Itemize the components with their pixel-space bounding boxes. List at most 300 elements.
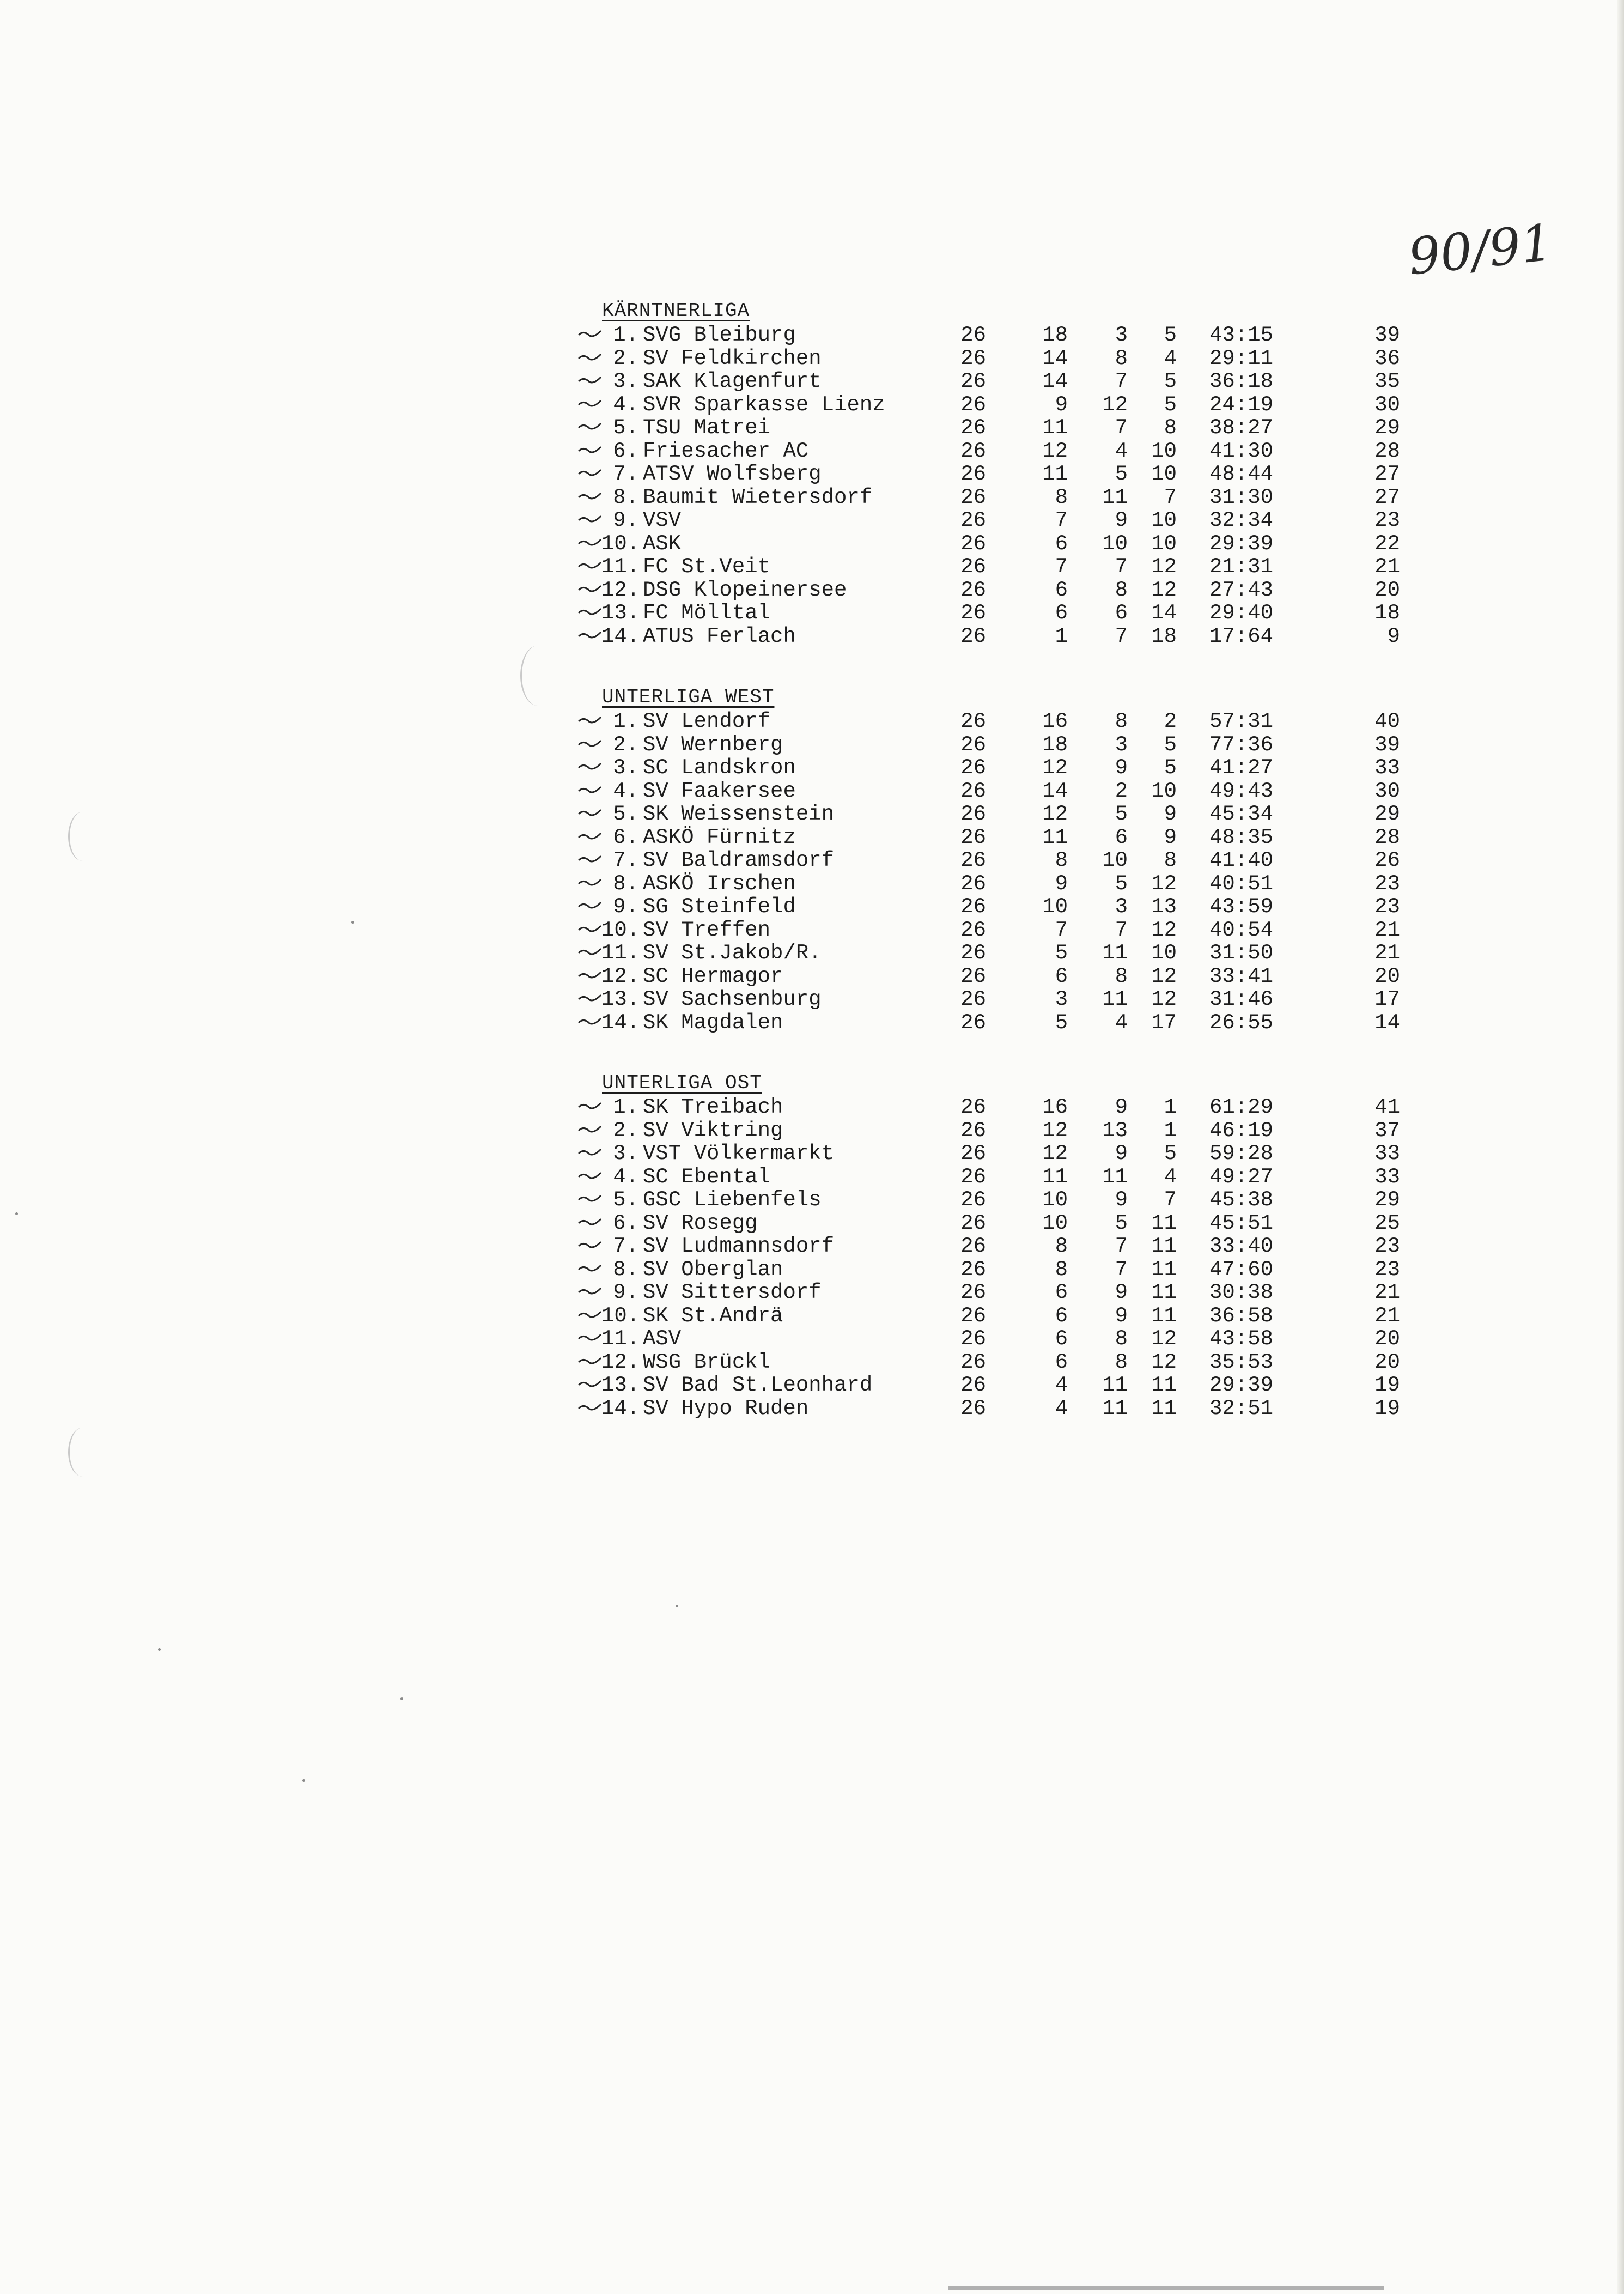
losses: 11 xyxy=(1151,1303,1177,1328)
rank-number: 14. xyxy=(601,1010,640,1035)
points: 33 xyxy=(1374,756,1400,780)
points: 17 xyxy=(1374,987,1400,1011)
goal-ratio: 45:34 xyxy=(1209,802,1274,826)
table-row xyxy=(577,826,1406,849)
wins: 9 xyxy=(1055,392,1068,417)
draws: 12 xyxy=(1102,392,1128,417)
rank-number: 5. xyxy=(613,802,638,826)
wins: 12 xyxy=(1042,802,1068,826)
team-name: VSV xyxy=(643,508,682,532)
scan-speck xyxy=(676,1605,678,1607)
rank-number: 5. xyxy=(613,1188,638,1212)
losses: 5 xyxy=(1164,1142,1177,1166)
wins: 16 xyxy=(1042,709,1068,733)
table-row xyxy=(577,486,1406,509)
goal-ratio: 27:43 xyxy=(1209,578,1274,602)
table-row xyxy=(577,416,1406,440)
rank-number: 13. xyxy=(601,987,640,1011)
team-name: SC Hermagor xyxy=(643,964,783,988)
rank-number: 7. xyxy=(613,462,638,486)
games-played: 26 xyxy=(960,392,986,417)
draws: 5 xyxy=(1115,1211,1128,1235)
wins: 18 xyxy=(1042,732,1068,757)
goal-ratio: 43:58 xyxy=(1209,1327,1274,1351)
check-mark-icon xyxy=(577,418,601,435)
points: 20 xyxy=(1374,1350,1400,1374)
points: 23 xyxy=(1374,508,1400,532)
games-played: 26 xyxy=(960,555,986,579)
games-played: 26 xyxy=(960,346,986,371)
games-played: 26 xyxy=(960,871,986,896)
goal-ratio: 45:51 xyxy=(1209,1211,1274,1235)
team-name: SV Hypo Ruden xyxy=(643,1396,809,1421)
points: 21 xyxy=(1374,555,1400,579)
scan-bottom-edge xyxy=(948,2286,1384,2290)
games-played: 26 xyxy=(960,779,986,803)
points: 25 xyxy=(1374,1211,1400,1235)
games-played: 26 xyxy=(960,1327,986,1351)
rank-number: 6. xyxy=(613,439,638,463)
check-mark-icon xyxy=(577,1330,601,1346)
losses: 5 xyxy=(1164,392,1177,417)
points: 19 xyxy=(1374,1373,1400,1397)
wins: 10 xyxy=(1042,895,1068,919)
wins: 14 xyxy=(1042,346,1068,371)
team-name: SV Baldramsdorf xyxy=(643,848,835,872)
losses: 14 xyxy=(1151,601,1177,625)
games-played: 26 xyxy=(960,825,986,849)
check-mark-icon xyxy=(577,1353,601,1369)
points: 35 xyxy=(1374,369,1400,393)
team-name: SV Treffen xyxy=(643,918,771,942)
check-mark-icon xyxy=(577,1399,601,1416)
draws: 4 xyxy=(1115,439,1128,463)
scan-speck xyxy=(15,1212,18,1215)
table-row xyxy=(577,579,1406,602)
team-name: SV St.Jakob/R. xyxy=(643,941,822,965)
wins: 11 xyxy=(1042,1164,1068,1189)
games-played: 26 xyxy=(960,439,986,463)
wins: 14 xyxy=(1042,369,1068,393)
losses: 11 xyxy=(1151,1211,1177,1235)
check-mark-icon xyxy=(577,557,601,574)
rank-number: 4. xyxy=(613,1164,638,1189)
table-row xyxy=(577,756,1406,780)
points: 29 xyxy=(1374,416,1400,440)
draws: 7 xyxy=(1115,624,1128,648)
goal-ratio: 26:55 xyxy=(1209,1010,1274,1035)
league-title: UNTERLIGA OST xyxy=(602,1072,762,1094)
table-row xyxy=(577,509,1406,532)
rank-number: 11. xyxy=(601,1327,640,1351)
wins: 6 xyxy=(1055,578,1068,602)
draws: 7 xyxy=(1115,1234,1128,1258)
games-played: 26 xyxy=(960,941,986,965)
check-mark-icon xyxy=(577,1098,601,1114)
check-mark-icon xyxy=(577,712,601,729)
wins: 8 xyxy=(1055,848,1068,872)
goal-ratio: 33:40 xyxy=(1209,1234,1274,1258)
rank-number: 11. xyxy=(601,941,640,965)
games-played: 26 xyxy=(960,848,986,872)
team-name: TSU Matrei xyxy=(643,416,771,440)
table-row xyxy=(577,1188,1406,1212)
rank-number: 3. xyxy=(613,369,638,393)
table-row xyxy=(577,1327,1406,1351)
check-mark-icon xyxy=(577,736,601,752)
losses: 11 xyxy=(1151,1373,1177,1397)
goal-ratio: 31:46 xyxy=(1209,987,1274,1011)
table-row xyxy=(577,733,1406,757)
losses: 2 xyxy=(1164,709,1177,733)
wins: 4 xyxy=(1055,1373,1068,1397)
team-name: SV Sachsenburg xyxy=(643,987,822,1011)
table-row xyxy=(577,347,1406,371)
games-played: 26 xyxy=(960,624,986,648)
goal-ratio: 49:43 xyxy=(1209,779,1274,803)
table-row xyxy=(577,532,1406,556)
goal-ratio: 48:35 xyxy=(1209,825,1274,849)
draws: 11 xyxy=(1102,987,1128,1011)
draws: 5 xyxy=(1115,802,1128,826)
table-row xyxy=(577,602,1406,625)
games-played: 26 xyxy=(960,1373,986,1397)
table-row xyxy=(577,919,1406,942)
losses: 4 xyxy=(1164,1164,1177,1189)
draws: 3 xyxy=(1115,323,1128,347)
losses: 10 xyxy=(1151,779,1177,803)
check-mark-icon xyxy=(577,1014,601,1030)
team-name: SK Weissenstein xyxy=(643,802,835,826)
check-mark-icon xyxy=(577,828,601,845)
rank-number: 1. xyxy=(613,323,638,347)
draws: 9 xyxy=(1115,1095,1128,1119)
games-played: 26 xyxy=(960,987,986,1011)
goal-ratio: 48:44 xyxy=(1209,462,1274,486)
check-mark-icon xyxy=(577,1168,601,1184)
losses: 11 xyxy=(1151,1234,1177,1258)
check-mark-icon xyxy=(577,604,601,620)
team-name: SAK Klagenfurt xyxy=(643,369,822,393)
table-row xyxy=(577,1212,1406,1235)
losses: 12 xyxy=(1151,1327,1177,1351)
draws: 10 xyxy=(1102,848,1128,872)
draws: 9 xyxy=(1115,1303,1128,1328)
team-name: SV Feldkirchen xyxy=(643,346,822,371)
games-played: 26 xyxy=(960,1095,986,1119)
check-mark-icon xyxy=(577,851,601,867)
losses: 1 xyxy=(1164,1118,1177,1143)
draws: 2 xyxy=(1115,779,1128,803)
rank-number: 10. xyxy=(601,531,640,556)
draws: 9 xyxy=(1115,756,1128,780)
table-row xyxy=(577,555,1406,579)
league-title: UNTERLIGA WEST xyxy=(602,686,775,708)
losses: 4 xyxy=(1164,346,1177,371)
rank-number: 2. xyxy=(613,1118,638,1143)
goal-ratio: 35:53 xyxy=(1209,1350,1274,1374)
points: 23 xyxy=(1374,895,1400,919)
losses: 18 xyxy=(1151,624,1177,648)
goal-ratio: 24:19 xyxy=(1209,392,1274,417)
points: 20 xyxy=(1374,964,1400,988)
team-name: SV Oberglan xyxy=(643,1257,783,1282)
draws: 10 xyxy=(1102,531,1128,556)
wins: 11 xyxy=(1042,462,1068,486)
games-played: 26 xyxy=(960,416,986,440)
points: 23 xyxy=(1374,1257,1400,1282)
draws: 9 xyxy=(1115,1142,1128,1166)
league-unterliga-west xyxy=(577,685,1406,1034)
wins: 7 xyxy=(1055,508,1068,532)
table-row xyxy=(577,780,1406,803)
rank-number: 4. xyxy=(613,779,638,803)
rank-number: 3. xyxy=(613,1142,638,1166)
standings-table xyxy=(577,710,1406,1034)
draws: 7 xyxy=(1115,1257,1128,1282)
losses: 7 xyxy=(1164,485,1177,509)
wins: 8 xyxy=(1055,1234,1068,1258)
check-mark-icon xyxy=(577,1191,601,1207)
draws: 5 xyxy=(1115,871,1128,896)
wins: 10 xyxy=(1042,1211,1068,1235)
wins: 9 xyxy=(1055,871,1068,896)
games-played: 26 xyxy=(960,462,986,486)
scan-speck xyxy=(158,1648,161,1651)
losses: 8 xyxy=(1164,416,1177,440)
games-played: 26 xyxy=(960,1142,986,1166)
games-played: 26 xyxy=(960,578,986,602)
games-played: 26 xyxy=(960,1396,986,1421)
points: 41 xyxy=(1374,1095,1400,1119)
goal-ratio: 32:34 xyxy=(1209,508,1274,532)
goal-ratio: 29:11 xyxy=(1209,346,1274,371)
check-mark-icon xyxy=(577,488,601,505)
draws: 8 xyxy=(1115,1327,1128,1351)
games-played: 26 xyxy=(960,709,986,733)
goal-ratio: 41:27 xyxy=(1209,756,1274,780)
goal-ratio: 29:39 xyxy=(1209,1373,1274,1397)
rank-number: 2. xyxy=(613,346,638,371)
table-row xyxy=(577,1258,1406,1282)
rank-number: 9. xyxy=(613,1280,638,1304)
check-mark-icon xyxy=(577,944,601,960)
rank-number: 8. xyxy=(613,871,638,896)
draws: 5 xyxy=(1115,462,1128,486)
losses: 5 xyxy=(1164,323,1177,347)
check-mark-icon xyxy=(577,326,601,342)
losses: 1 xyxy=(1164,1095,1177,1119)
check-mark-icon xyxy=(577,1121,601,1138)
goal-ratio: 41:40 xyxy=(1209,848,1274,872)
check-mark-icon xyxy=(577,511,601,527)
goal-ratio: 43:15 xyxy=(1209,323,1274,347)
table-row xyxy=(577,1142,1406,1166)
draws: 11 xyxy=(1102,485,1128,509)
losses: 9 xyxy=(1164,802,1177,826)
check-mark-icon xyxy=(577,396,601,412)
goal-ratio: 36:18 xyxy=(1209,369,1274,393)
rank-number: 9. xyxy=(613,895,638,919)
team-name: ASV xyxy=(643,1327,682,1351)
check-mark-icon xyxy=(577,349,601,366)
points: 29 xyxy=(1374,1188,1400,1212)
rank-number: 1. xyxy=(613,1095,638,1119)
rank-number: 6. xyxy=(613,1211,638,1235)
rank-number: 7. xyxy=(613,848,638,872)
check-mark-icon xyxy=(577,921,601,937)
games-played: 26 xyxy=(960,1118,986,1143)
losses: 10 xyxy=(1151,531,1177,556)
wins: 10 xyxy=(1042,1188,1068,1212)
table-row xyxy=(577,849,1406,872)
team-name: FC Mölltal xyxy=(643,601,771,625)
scan-smudge xyxy=(520,646,555,706)
games-played: 26 xyxy=(960,756,986,780)
draws: 8 xyxy=(1115,1350,1128,1374)
points: 14 xyxy=(1374,1010,1400,1035)
team-name: SV Ludmannsdorf xyxy=(643,1234,835,1258)
goal-ratio: 57:31 xyxy=(1209,709,1274,733)
table-row xyxy=(577,1397,1406,1421)
losses: 5 xyxy=(1164,732,1177,757)
wins: 18 xyxy=(1042,323,1068,347)
team-name: ATUS Ferlach xyxy=(643,624,796,648)
goal-ratio: 29:40 xyxy=(1209,601,1274,625)
wins: 12 xyxy=(1042,439,1068,463)
losses: 11 xyxy=(1151,1396,1177,1421)
rank-number: 11. xyxy=(601,555,640,579)
points: 26 xyxy=(1374,848,1400,872)
points: 21 xyxy=(1374,941,1400,965)
table-row xyxy=(577,1011,1406,1035)
team-name: Baumit Wietersdorf xyxy=(643,485,873,509)
check-mark-icon xyxy=(577,805,601,821)
draws: 9 xyxy=(1115,508,1128,532)
games-played: 26 xyxy=(960,508,986,532)
wins: 6 xyxy=(1055,531,1068,556)
table-row xyxy=(577,440,1406,463)
losses: 12 xyxy=(1151,918,1177,942)
points: 23 xyxy=(1374,871,1400,896)
scan-speck xyxy=(302,1779,305,1782)
league-title: KÄRNTNERLIGA xyxy=(602,300,750,322)
wins: 6 xyxy=(1055,1327,1068,1351)
games-played: 26 xyxy=(960,918,986,942)
losses: 13 xyxy=(1151,895,1177,919)
rank-number: 7. xyxy=(613,1234,638,1258)
points: 36 xyxy=(1374,346,1400,371)
table-row xyxy=(577,965,1406,988)
rank-number: 8. xyxy=(613,485,638,509)
games-played: 26 xyxy=(960,369,986,393)
games-played: 26 xyxy=(960,1303,986,1328)
team-name: SV Bad St.Leonhard xyxy=(643,1373,873,1397)
rank-number: 14. xyxy=(601,624,640,648)
rank-number: 8. xyxy=(613,1257,638,1282)
games-played: 26 xyxy=(960,1164,986,1189)
losses: 11 xyxy=(1151,1257,1177,1282)
wins: 7 xyxy=(1055,918,1068,942)
wins: 6 xyxy=(1055,601,1068,625)
rank-number: 1. xyxy=(613,709,638,733)
rank-number: 10. xyxy=(601,918,640,942)
points: 39 xyxy=(1374,732,1400,757)
draws: 13 xyxy=(1102,1118,1128,1143)
games-played: 26 xyxy=(960,485,986,509)
league-kaerntnerliga xyxy=(577,299,1406,648)
team-name: SV Sittersdorf xyxy=(643,1280,822,1304)
check-mark-icon xyxy=(577,627,601,644)
team-name: SK Magdalen xyxy=(643,1010,783,1035)
games-played: 26 xyxy=(960,732,986,757)
draws: 11 xyxy=(1102,1164,1128,1189)
league-unterliga-ost xyxy=(577,1071,1406,1420)
goal-ratio: 36:58 xyxy=(1209,1303,1274,1328)
points: 30 xyxy=(1374,779,1400,803)
games-played: 26 xyxy=(960,1350,986,1374)
losses: 10 xyxy=(1151,462,1177,486)
goal-ratio: 31:50 xyxy=(1209,941,1274,965)
rank-number: 12. xyxy=(601,578,640,602)
games-played: 26 xyxy=(960,601,986,625)
draws: 6 xyxy=(1115,825,1128,849)
rank-number: 5. xyxy=(613,416,638,440)
goal-ratio: 46:19 xyxy=(1209,1118,1274,1143)
table-row xyxy=(577,710,1406,733)
draws: 3 xyxy=(1115,732,1128,757)
losses: 8 xyxy=(1164,848,1177,872)
team-name: ASK xyxy=(643,531,682,556)
rank-number: 6. xyxy=(613,825,638,849)
points: 39 xyxy=(1374,323,1400,347)
wins: 14 xyxy=(1042,779,1068,803)
table-row xyxy=(577,1374,1406,1397)
rank-number: 2. xyxy=(613,732,638,757)
table-row xyxy=(577,1235,1406,1258)
points: 28 xyxy=(1374,825,1400,849)
team-name: SVG Bleiburg xyxy=(643,323,796,347)
draws: 7 xyxy=(1115,369,1128,393)
points: 19 xyxy=(1374,1396,1400,1421)
wins: 12 xyxy=(1042,756,1068,780)
check-mark-icon xyxy=(577,782,601,798)
check-mark-icon xyxy=(577,1283,601,1300)
team-name: ASKÖ Irschen xyxy=(643,871,796,896)
team-name: SV Viktring xyxy=(643,1118,783,1143)
points: 33 xyxy=(1374,1142,1400,1166)
wins: 12 xyxy=(1042,1142,1068,1166)
table-row xyxy=(577,393,1406,417)
draws: 7 xyxy=(1115,416,1128,440)
wins: 12 xyxy=(1042,1118,1068,1143)
points: 27 xyxy=(1374,462,1400,486)
rank-number: 3. xyxy=(613,756,638,780)
points: 20 xyxy=(1374,1327,1400,1351)
table-row xyxy=(577,942,1406,965)
check-mark-icon xyxy=(577,372,601,389)
check-mark-icon xyxy=(577,897,601,914)
wins: 1 xyxy=(1055,624,1068,648)
rank-number: 12. xyxy=(601,1350,640,1374)
goal-ratio: 40:51 xyxy=(1209,871,1274,896)
draws: 8 xyxy=(1115,578,1128,602)
team-name: SC Ebental xyxy=(643,1164,771,1189)
team-name: ASKÖ Fürnitz xyxy=(643,825,796,849)
points: 23 xyxy=(1374,1234,1400,1258)
table-row xyxy=(577,1096,1406,1119)
losses: 12 xyxy=(1151,555,1177,579)
